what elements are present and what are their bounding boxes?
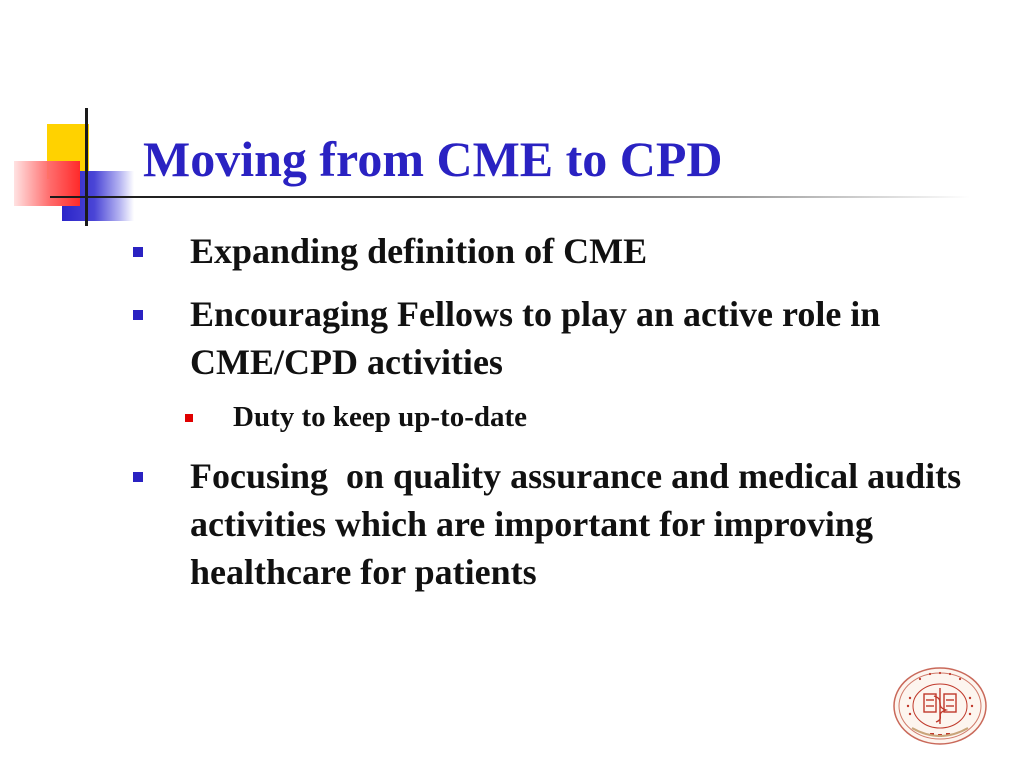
- decor-red-square: [14, 161, 80, 206]
- slide-title: Moving from CME to CPD: [143, 131, 723, 187]
- square-bullet-icon: [133, 247, 143, 257]
- bullet-item: [190, 290, 970, 386]
- bullet-text: Encouraging Fellows to play an active role in CME/CPD activities: [190, 294, 890, 382]
- sub-bullet-item: [233, 398, 933, 436]
- bullet-item: [190, 227, 970, 275]
- square-bullet-icon: [185, 414, 193, 422]
- square-bullet-icon: [133, 472, 143, 482]
- sub-bullet-text: Duty to keep up-to-date: [233, 401, 528, 433]
- bullet-item: [190, 452, 970, 596]
- decor-vertical-line: [85, 108, 88, 226]
- square-bullet-icon: [133, 310, 143, 320]
- bullet-text: Expanding definition of CME: [190, 231, 648, 271]
- bullet-text: Focusing on quality assurance and medical audits activities which are important for improving healthcare for patients: [190, 456, 971, 592]
- academy-seal-icon: [890, 664, 990, 746]
- title-underline: [50, 196, 970, 198]
